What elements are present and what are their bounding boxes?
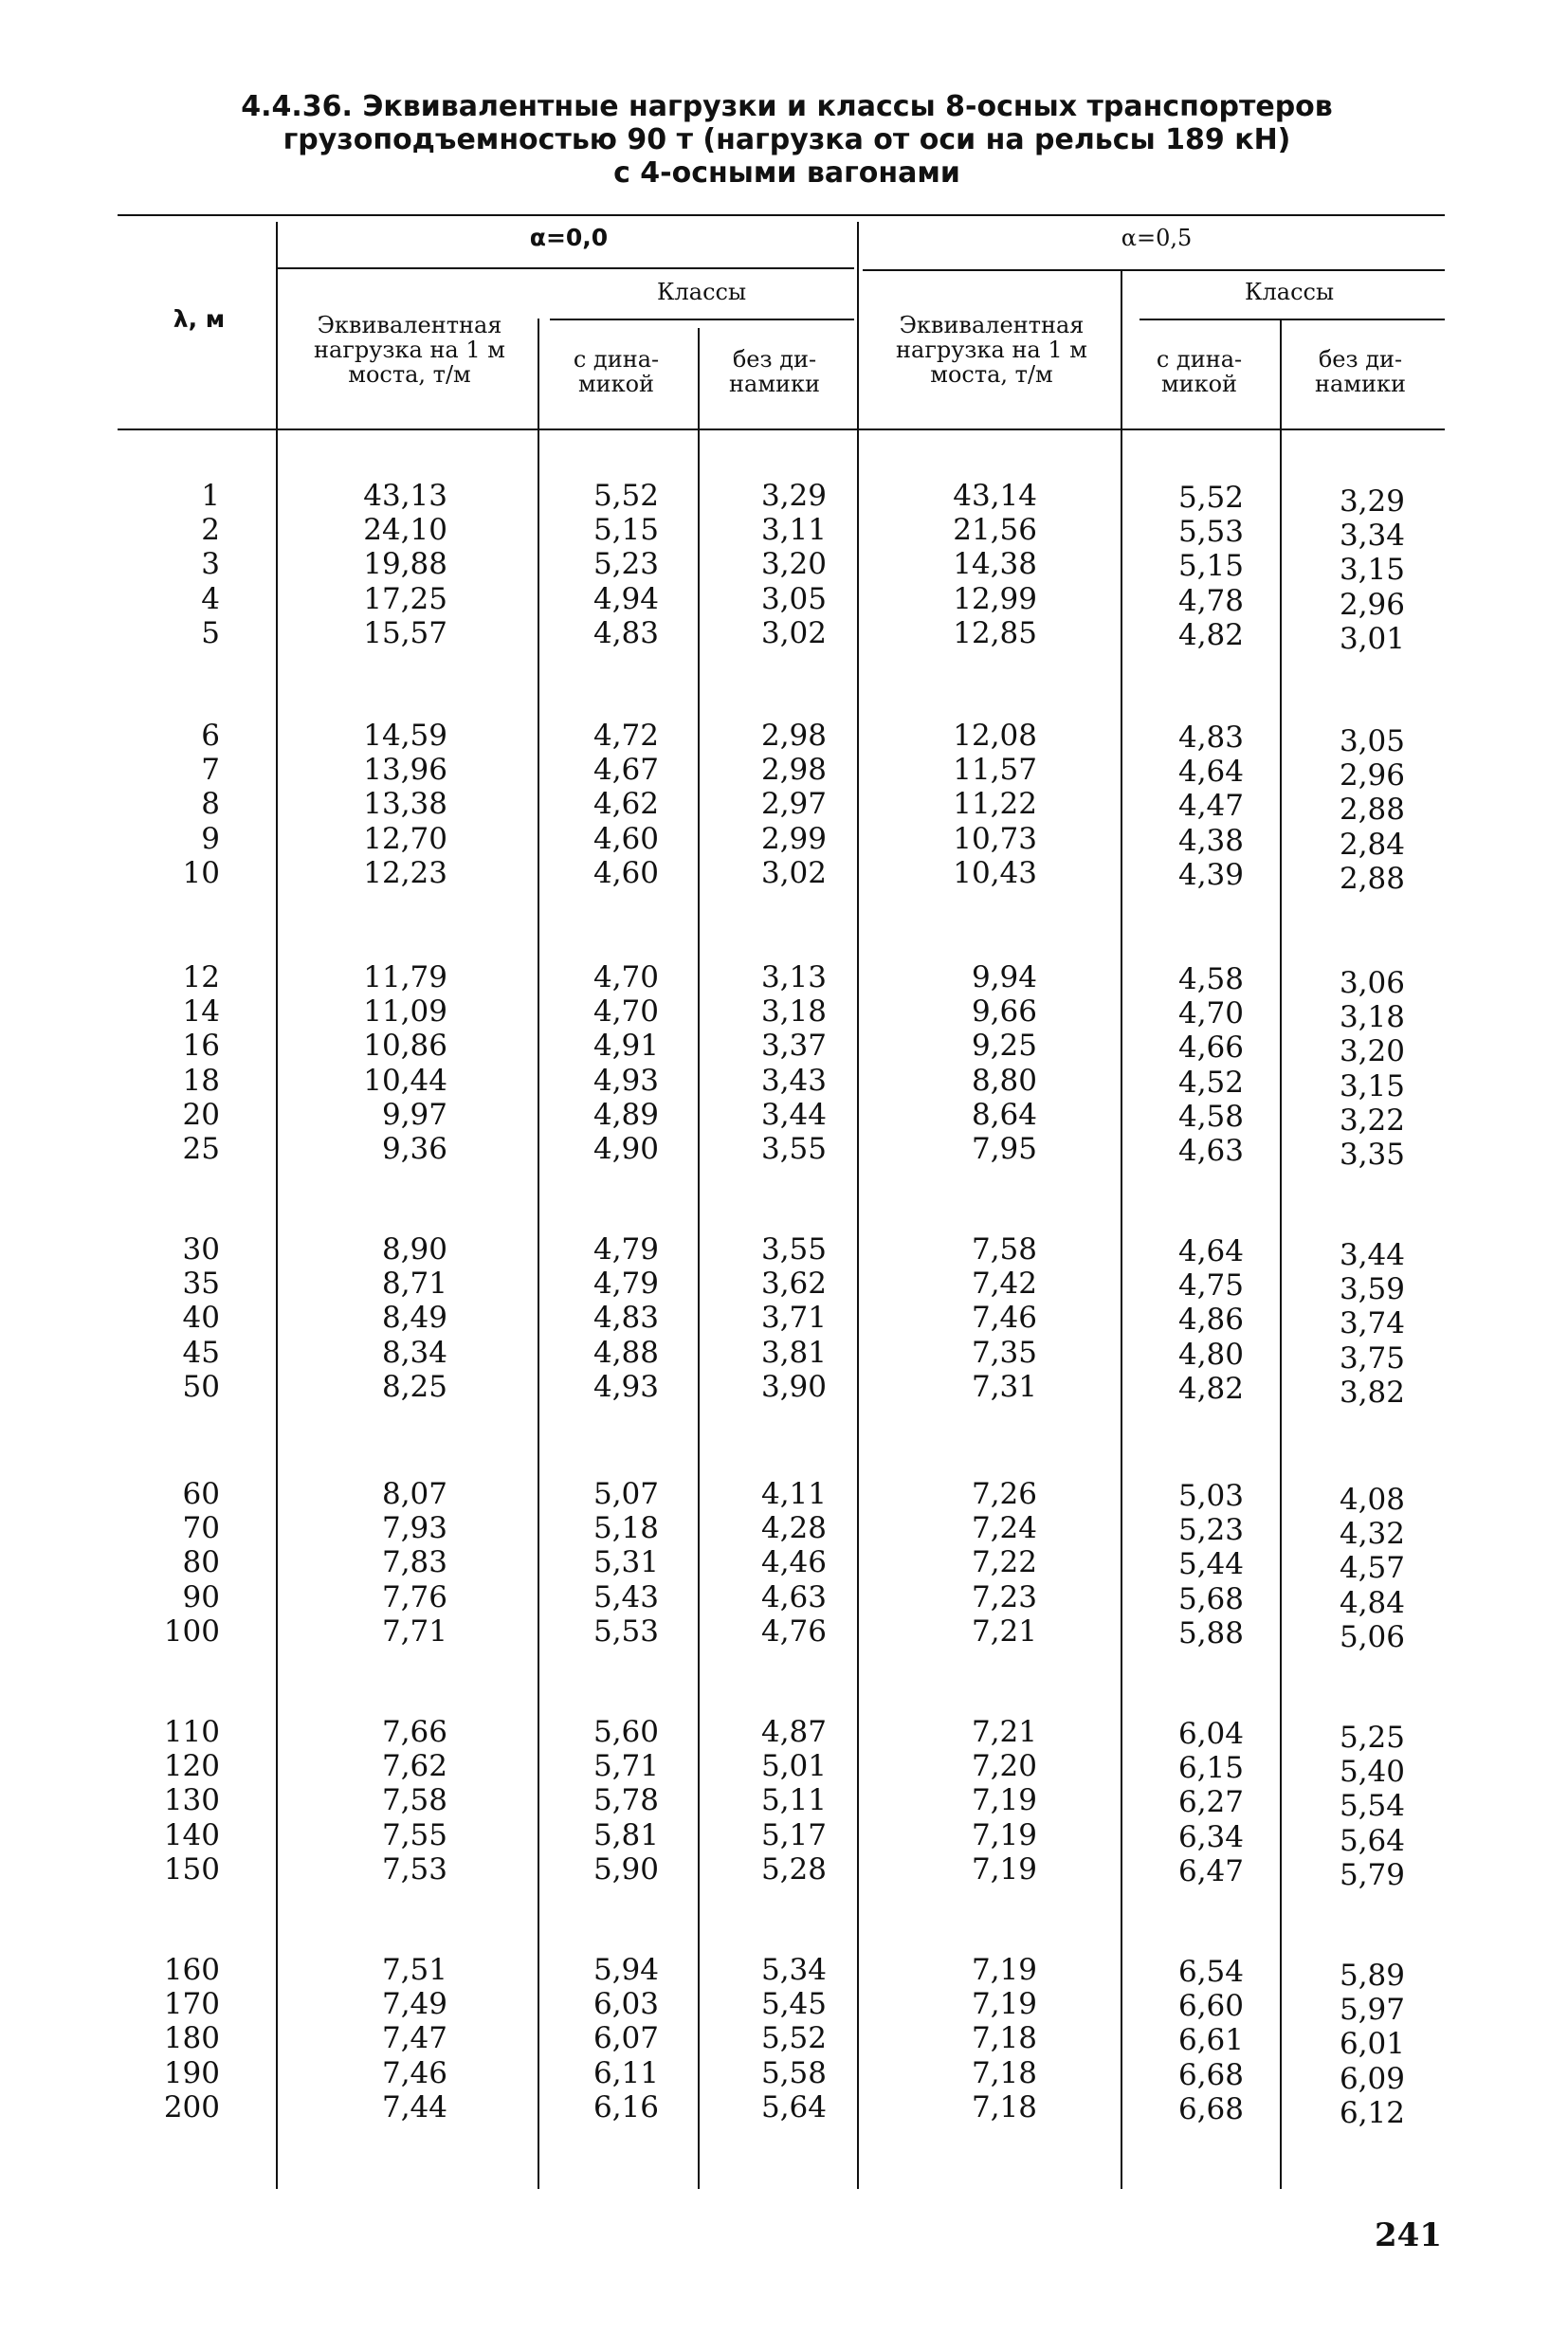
vrule-eq5 [1121,271,1122,2189]
without-dynamics-header-alpha0: без ди- намики [729,346,820,397]
with-dynamics-header-alpha05: с дина- микой [1156,346,1243,397]
equiv-load-alpha0-cell: 8,07 7,93 7,83 7,76 7,71 [381,1477,447,1649]
equiv-load-alpha05-cell: 7,21 7,20 7,19 7,19 7,19 [971,1715,1037,1887]
classes-header-alpha0: Классы [656,279,747,305]
alpha0-header: α=0,0 [529,224,609,251]
class-no-dyn-alpha0-cell: 4,87 5,01 5,11 5,17 5,28 [760,1715,827,1887]
class-no-dyn-alpha0-cell: 3,13 3,18 3,37 3,43 3,44 3,55 [760,960,827,1167]
vrule-lambda [276,222,278,2189]
equiv-load-header-alpha05: Эквивалентная нагрузка на 1 м моста, т/м [896,312,1087,388]
class-with-dyn-alpha0-cell: 4,72 4,67 4,62 4,60 4,60 [593,719,659,890]
class-no-dyn-alpha05-cell: 4,08 4,32 4,57 4,84 5,06 [1339,1483,1405,1654]
equiv-load-header-alpha0: Эквивалентная нагрузка на 1 м моста, т/м [314,312,505,388]
class-no-dyn-alpha05-cell: 3,29 3,34 3,15 2,96 3,01 [1339,484,1405,656]
lambda-cell: 12 14 16 18 20 25 [182,960,220,1167]
class-no-dyn-alpha0-cell: 4,11 4,28 4,46 4,63 4,76 [760,1477,827,1649]
equiv-load-alpha0-cell: 7,51 7,49 7,47 7,46 7,44 [381,1953,447,2124]
without-dynamics-header-alpha05: без ди- намики [1315,346,1406,397]
class-with-dyn-alpha05-cell: 6,54 6,60 6,61 6,68 6,68 [1177,1955,1244,2126]
lambda-cell: 1 2 3 4 5 [201,479,220,650]
header-bottom-rule [118,428,1445,430]
title-line-1: 4.4.36. Эквивалентные нагрузки и классы 8-осных транспортеров [241,90,1333,123]
class-with-dyn-alpha05-cell: 4,58 4,70 4,66 4,52 4,58 4,63 [1177,962,1244,1169]
lambda-header: λ, м [173,305,226,333]
class-no-dyn-alpha0-cell: 3,55 3,62 3,71 3,81 3,90 [760,1232,827,1404]
class-no-dyn-alpha05-cell: 3,06 3,18 3,20 3,15 3,22 3,35 [1339,966,1405,1173]
class-no-dyn-alpha0-cell: 2,98 2,98 2,97 2,99 3,02 [760,719,827,890]
equiv-load-alpha05-cell: 12,08 11,57 11,22 10,73 10,43 [953,719,1037,890]
class-with-dyn-alpha0-cell: 5,94 6,03 6,07 6,11 6,16 [593,1953,659,2124]
alpha05-header: α=0,5 [1121,225,1193,251]
lambda-cell: 160 170 180 190 200 [163,1953,220,2124]
vrule-eq0 [538,319,539,2189]
class-no-dyn-alpha0-cell: 3,29 3,11 3,20 3,05 3,02 [760,479,827,650]
classes05-underline [1140,319,1445,320]
classes0-underline [550,319,854,320]
class-with-dyn-alpha05-cell: 6,04 6,15 6,27 6,34 6,47 [1177,1717,1244,1888]
table-title [190,90,1384,190]
class-no-dyn-alpha05-cell: 3,05 2,96 2,88 2,84 2,88 [1339,724,1405,896]
equiv-load-alpha05-cell: 7,58 7,42 7,46 7,35 7,31 [971,1232,1037,1404]
class-with-dyn-alpha05-cell: 4,83 4,64 4,47 4,38 4,39 [1177,720,1244,892]
equiv-load-alpha05-cell: 9,94 9,66 9,25 8,80 8,64 7,95 [971,960,1037,1167]
lambda-cell: 6 7 8 9 10 [182,719,220,890]
equiv-load-alpha05-cell: 7,19 7,19 7,18 7,18 7,18 [971,1953,1037,2124]
alpha0-underline [278,267,854,269]
equiv-load-alpha0-cell: 8,90 8,71 8,49 8,34 8,25 [381,1232,447,1404]
equiv-load-alpha0-cell: 11,79 11,09 10,86 10,44 9,97 9,36 [363,960,447,1167]
vrule-dyn0 [698,328,700,2189]
class-no-dyn-alpha05-cell: 5,89 5,97 6,01 6,09 6,12 [1339,1959,1405,2130]
class-with-dyn-alpha0-cell: 5,60 5,71 5,78 5,81 5,90 [593,1715,659,1887]
class-with-dyn-alpha05-cell: 5,52 5,53 5,15 4,78 4,82 [1177,481,1244,652]
class-no-dyn-alpha05-cell: 3,44 3,59 3,74 3,75 3,82 [1339,1238,1405,1410]
alpha05-underline [863,269,1445,271]
lambda-cell: 30 35 40 45 50 [182,1232,220,1404]
equiv-load-alpha0-cell: 43,13 24,10 19,88 17,25 15,57 [363,479,447,650]
page-number: 241 [1375,2216,1442,2254]
equiv-load-alpha05-cell: 7,26 7,24 7,22 7,23 7,21 [971,1477,1037,1649]
vrule-dyn5 [1280,320,1282,2189]
class-no-dyn-alpha0-cell: 5,34 5,45 5,52 5,58 5,64 [760,1953,827,2124]
table-top-rule [118,214,1445,216]
vrule-alpha-split [857,222,859,2189]
title-line-2: грузоподъемностью 90 т (нагрузка от оси на рельсы 189 кН) [283,123,1291,156]
class-with-dyn-alpha0-cell: 5,52 5,15 5,23 4,94 4,83 [593,479,659,650]
equiv-load-alpha0-cell: 14,59 13,96 13,38 12,70 12,23 [363,719,447,890]
equiv-load-alpha05-cell: 43,14 21,56 14,38 12,99 12,85 [953,479,1037,650]
class-with-dyn-alpha0-cell: 4,70 4,70 4,91 4,93 4,89 4,90 [593,960,659,1167]
class-no-dyn-alpha05-cell: 5,25 5,40 5,54 5,64 5,79 [1339,1721,1405,1892]
classes-header-alpha05: Классы [1244,279,1335,305]
class-with-dyn-alpha0-cell: 5,07 5,18 5,31 5,43 5,53 [593,1477,659,1649]
lambda-cell: 60 70 80 90 100 [163,1477,220,1649]
equiv-load-alpha0-cell: 7,66 7,62 7,58 7,55 7,53 [381,1715,447,1887]
with-dynamics-header-alpha0: с дина- микой [573,346,660,397]
title-line-3: с 4-осными вагонами [613,156,960,190]
class-with-dyn-alpha05-cell: 5,03 5,23 5,44 5,68 5,88 [1177,1479,1244,1650]
class-with-dyn-alpha05-cell: 4,64 4,75 4,86 4,80 4,82 [1177,1234,1244,1406]
lambda-cell: 110 120 130 140 150 [163,1715,220,1887]
class-with-dyn-alpha0-cell: 4,79 4,79 4,83 4,88 4,93 [593,1232,659,1404]
